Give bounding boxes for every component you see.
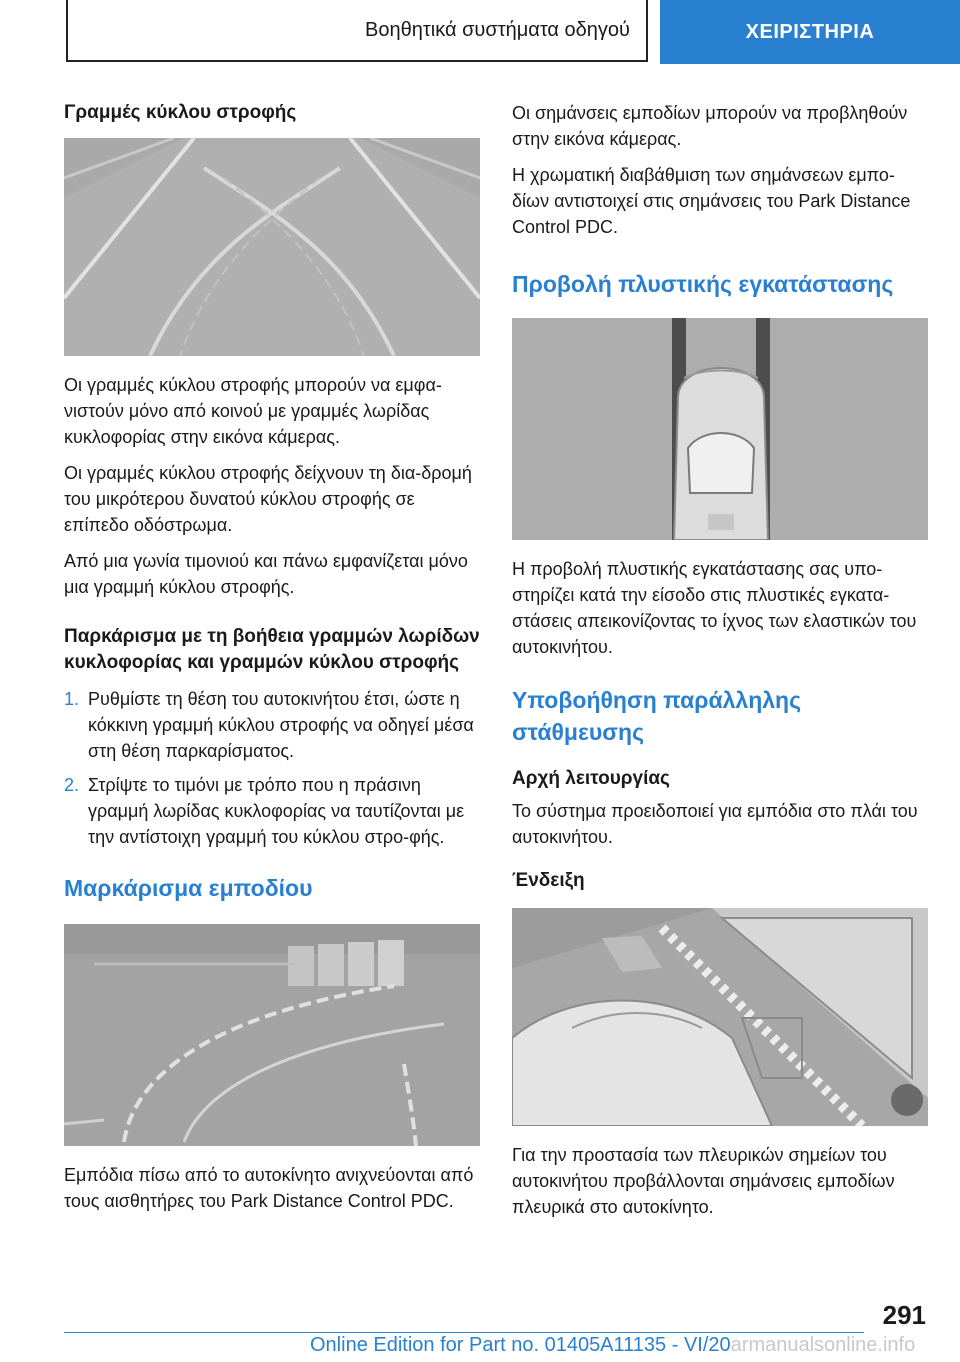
heading-side-view: Υποβοήθηση παράλληλης στάθμευσης <box>512 687 802 745</box>
heading-display: Ένδειξη <box>512 870 585 891</box>
heading-obstacle-marking: Μαρκάρισμα εμποδίου <box>64 875 313 901</box>
turning-lines-text-1: Οι γραμμές κύκλου στροφής μπορούν να εμφα-νιστούν μόνο από κοινού με γραμμές λωρίδας κυκλοφορίας στην εικόνα κάμερας. <box>64 375 442 447</box>
page-number: 291 <box>882 1300 926 1330</box>
obstacle-camera-text: Οι σημάνσεις εμποδίων μπορούν να προβληθούν στην εικόνα κάμερας. <box>512 103 908 149</box>
parking-steps <box>64 686 480 850</box>
principle-text: Το σύστημα προειδοποιεί για εμπόδια στο πλάι του αυτοκινήτου. <box>512 801 918 847</box>
obstacle-gradient-text: Η χρωματική διαβάθμιση των σημάνσεων εμπο-δίων αντιστοιχεί στις σημάνσεις του Park Distance Control PDC. <box>512 165 911 237</box>
car-wash-text: Η προβολή πλυστικής εγκατάστασης σας υπο-στηρίζει κατά την είσοδο στις πλυστικές εγκατα-στάσεις απεικονίζοντας το ίχνος των ελαστικών του αυτοκινήτου. <box>512 559 917 657</box>
step-text: Στρίψτε το τιμόνι με τρόπο που η πράσινη γραμμή λωρίδας κυκλοφορίας να ταυτίζονται με την αντίστοιχη γραμμή του κύκλου στρο-φής. <box>88 775 465 847</box>
side-view-text: Για την προστασία των πλευρικών σημείων του αυτοκινήτου προβάλλονται σημάνσεις εμποδίων πλευρικά στο αυτοκίνητο. <box>512 1145 895 1217</box>
footer-text: Online Edition for Part no. 01405A11135 - VI/20 <box>310 1334 731 1356</box>
section-title: ΧΕΙΡΙΣΤΗΡΙΑ <box>745 20 875 43</box>
chapter-header <box>66 0 648 62</box>
step-number: 1. <box>64 689 80 709</box>
section-tab <box>660 0 960 64</box>
side-view-figure <box>512 908 928 1126</box>
footer <box>310 1334 915 1357</box>
car-wash-figure <box>512 318 928 540</box>
left-column <box>64 100 480 1224</box>
right-column <box>512 100 928 1230</box>
heading-parking: Παρκάρισμα με τη βοήθεια γραμμών λωρίδων κυκλοφορίας και γραμμών κύκλου στροφής <box>64 626 480 673</box>
chapter-title: Βοηθητικά συστήματα οδηγού <box>365 18 630 41</box>
heading-turning-lines: Γραμμές κύκλου στροφής <box>64 102 297 123</box>
step-text: Ρυθμίστε τη θέση του αυτοκινήτου έτσι, ώστε η κόκκινη γραμμή κύκλου στροφής να οδηγεί μέσα στη θέση παρκαρίσματος. <box>88 689 474 761</box>
turning-lines-figure <box>64 138 480 356</box>
list-item <box>64 772 480 850</box>
heading-car-wash-view: Προβολή πλυστικής εγκατάστασης <box>512 271 894 297</box>
obstacle-marking-text: Εμπόδια πίσω από το αυτοκίνητο ανιχνεύονται από τους αισθητήρες του Park Distance Control PDC. <box>64 1165 474 1211</box>
heading-principle: Αρχή λειτουργίας <box>512 768 670 789</box>
footer-watermark: armanualsonline.info <box>730 1334 916 1356</box>
step-number: 2. <box>64 775 80 795</box>
turning-lines-text-3: Από μια γωνία τιμονιού και πάνω εμφανίζεται μόνο μια γραμμή κύκλου στροφής. <box>64 551 468 597</box>
turning-lines-text-2: Οι γραμμές κύκλου στροφής δείχνουν τη δια-δρομή του μικρότερου δυνατού κύκλου στροφής σε επίπεδο οδόστρωμα. <box>64 463 472 535</box>
obstacle-marking-figure <box>64 924 480 1146</box>
footer-divider <box>64 1332 864 1333</box>
list-item <box>64 686 480 764</box>
